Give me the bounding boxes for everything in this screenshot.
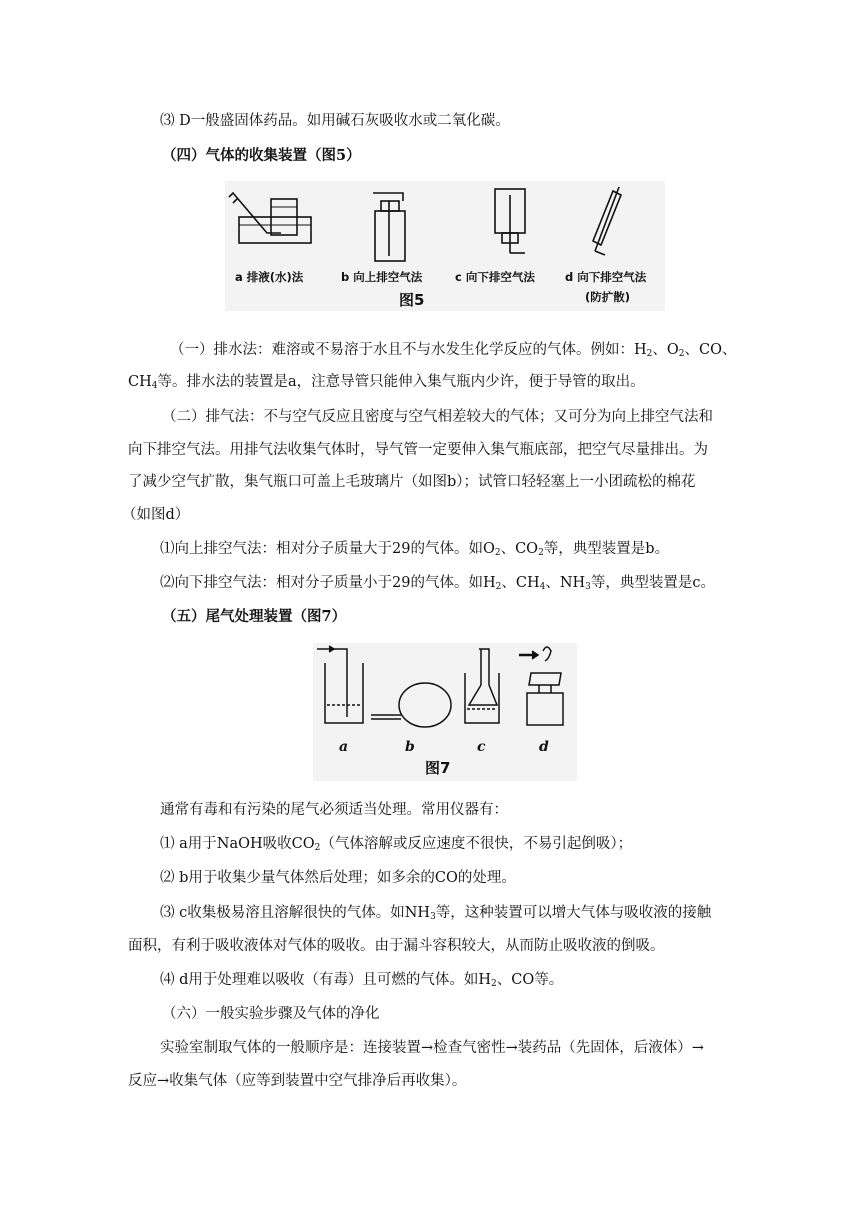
paragraph-tail-d: ⑷ d用于处理难以吸收（有毒）且可燃的气体。如$H_2$、CO等。 bbox=[160, 972, 564, 989]
figure-5-title: 图5 bbox=[399, 291, 425, 309]
paragraph-steps-line1: 实验室制取气体的一般顺序是：连接装置→检查气密性→装药品（先固体，后液体）→ bbox=[160, 1040, 704, 1056]
figure-5-caption-b: b 向上排空气法 bbox=[341, 270, 423, 284]
figure-5-caption-d: d 向下排空气法 bbox=[565, 270, 647, 284]
figure-7-caption-b: b bbox=[405, 739, 415, 755]
paragraph-downward-air: ⑵向下排空气法：相对分子质量小于29的气体。如$H_2$、$CH_4$、$NH_3$等，典型装置是c。 bbox=[160, 575, 716, 592]
figure-5-caption-a: a 排液(水)法 bbox=[235, 270, 304, 284]
figure-5-caption-d-note: (防扩散) bbox=[585, 290, 631, 304]
figure-5-caption-c: c 向下排空气法 bbox=[455, 270, 535, 284]
paragraph-tail-b: ⑵ b用于收集少量气体然后处理；如多余的CO的处理。 bbox=[160, 870, 516, 886]
paragraph-air-method-line4: （如图d） bbox=[122, 507, 190, 523]
figure-7-caption-a: a bbox=[339, 739, 349, 755]
paragraph-tail-c-line1: ⑶ c收集极易溶且溶解很快的气体。如$NH_3$等，这种装置可以增大气体与吸收液的接触 bbox=[160, 905, 712, 922]
paragraph-upward-air: ⑴向上排空气法：相对分子质量大于29的气体。如$O_2$、$CO_2$等，典型装置是b。 bbox=[160, 541, 670, 558]
figure-7-caption-c: c bbox=[477, 739, 486, 755]
paragraph-steps-line2: 反应→收集气体（应等到装置中空气排净后再收集）。 bbox=[128, 1073, 467, 1089]
figure-5 bbox=[225, 181, 665, 311]
paragraph-water-method-line1: （一）排水法：难溶或不易溶于水且不与水发生化学反应的气体。例如：$H_2$、$O_2$、CO、 bbox=[170, 342, 737, 359]
figure-7-title: 图7 bbox=[425, 759, 451, 777]
figure-7-caption-d: d bbox=[539, 739, 549, 755]
paragraph-air-method-line2: 向下排空气法。用排气法收集气体时，导气管一定要伸入集气瓶底部，把空气尽量排出。为 bbox=[128, 442, 708, 458]
paragraph-tail-c-line2: 面积，有利于吸收液体对气体的吸收。由于漏斗容积较大，从而防止吸收液的倒吸。 bbox=[128, 938, 665, 954]
paragraph-tail-a: ⑴ a用于NaOH吸收$CO_2$（气体溶解或反应速度不很快，不易引起倒吸）； bbox=[160, 836, 633, 853]
heading-tail-gas: （五）尾气处理装置（图7） bbox=[162, 608, 347, 625]
paragraph-water-method-line2: $CH_4$等。排水法的装置是a，注意导管只能伸入集气瓶内少许，便于导管的取出。 bbox=[128, 374, 645, 391]
paragraph-d-solid: ⑶ D一般盛固体药品。如用碱石灰吸收水或二氧化碳。 bbox=[160, 113, 510, 129]
paragraph-air-method-line3: 了减少空气扩散，集气瓶口可盖上毛玻璃片（如图b）；试管口轻轻塞上一小团疏松的棉花 bbox=[128, 474, 696, 490]
paragraph-tail-gas-intro: 通常有毒和有污染的尾气必须适当处理。常用仪器有： bbox=[160, 802, 508, 818]
figure-7 bbox=[313, 643, 577, 781]
paragraph-air-method-line1: （二）排气法：不与空气反应且密度与空气相差较大的气体；又可分为向上排空气法和 bbox=[162, 409, 713, 425]
heading-collection-apparatus: （四）气体的收集装置（图5） bbox=[162, 147, 361, 164]
heading-general-steps: （六）一般实验步骤及气体的净化 bbox=[162, 1006, 380, 1022]
